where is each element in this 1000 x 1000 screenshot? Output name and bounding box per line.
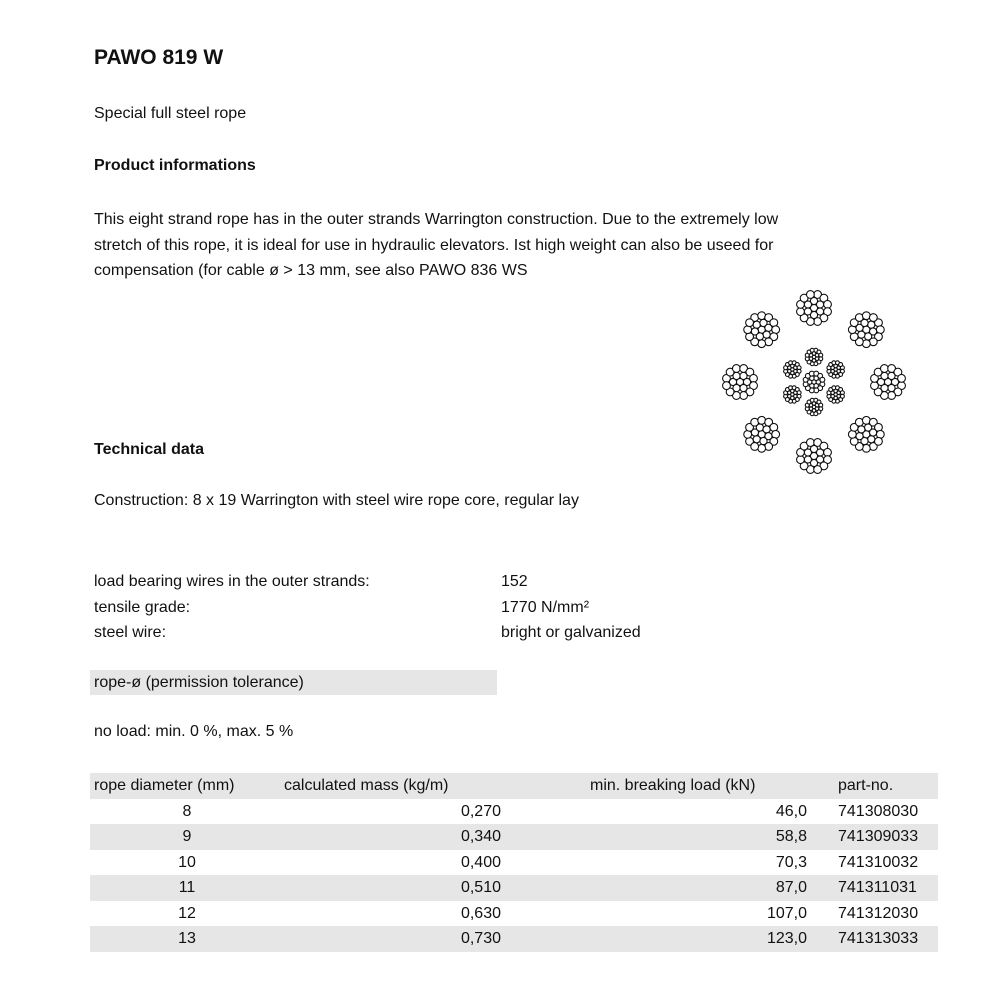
wire-circle [840, 394, 844, 398]
wire-circle [814, 412, 818, 416]
wire-circle [753, 321, 760, 328]
paragraph-line: This eight strand rope has in the outer strands Warrington construction. Due to the extremely low [94, 211, 779, 228]
table-cell: 0,270 [460, 802, 501, 820]
table-cell: 0,340 [284, 824, 587, 850]
wire-circle [869, 314, 877, 322]
properties-list [94, 569, 714, 646]
table-cell: 12 [178, 904, 196, 922]
wire-circle [746, 319, 754, 327]
property-row [94, 620, 714, 646]
wire-circle [806, 291, 814, 299]
table-cell: 8 [182, 802, 192, 820]
table-cell: 13 [90, 926, 284, 952]
property-label: load bearing wires in the outer strands: [94, 573, 370, 590]
wire-circle [806, 439, 814, 447]
table-row [90, 875, 938, 901]
wire-circle [871, 382, 879, 390]
property-row [94, 595, 714, 621]
wire-circle [858, 426, 865, 433]
wire-circle [814, 318, 822, 326]
rope-cross-section-illustration [714, 285, 914, 480]
wire-circle [839, 363, 843, 367]
property-value: 152 [501, 573, 528, 590]
specification-table [90, 773, 938, 952]
table-row [90, 850, 938, 876]
construction-text: Construction: 8 x 19 Warrington with steel wire rope core, regular lay [94, 492, 579, 509]
table-cell: 741310032 [838, 853, 919, 871]
tolerance-label: rope-ø (permission tolerance) [90, 670, 497, 695]
product-info-paragraph [94, 207, 924, 284]
table-header-row [90, 773, 938, 799]
table-cell: 70,3 [775, 853, 807, 871]
wire-circle [753, 436, 760, 443]
property-label: tensile grade: [94, 598, 191, 616]
wire-circle [858, 331, 865, 338]
wire-circle [810, 348, 814, 352]
property-row [94, 569, 714, 595]
table-row [90, 901, 938, 927]
table-cell: 0,400 [460, 853, 501, 871]
table-cell: 741309033 [838, 824, 938, 850]
wire-circle [785, 398, 789, 402]
paragraph-line: compensation (for cable ø > 13 mm, see also PAWO 836 WS [94, 262, 528, 279]
table-row [90, 824, 938, 850]
table-cell: 0,730 [284, 926, 587, 952]
wire-circle [784, 366, 788, 370]
product-title: PAWO 819 W [94, 46, 224, 69]
column-header: rope diameter (mm) [90, 773, 284, 799]
technical-data-heading: Technical data [94, 441, 204, 458]
no-load-text: no load: min. 0 %, max. 5 % [94, 723, 294, 740]
wire-circle [820, 377, 825, 382]
table-row [90, 799, 938, 825]
property-value: bright or galvanized [501, 624, 641, 641]
table-cell: 9 [90, 824, 284, 850]
table-cell: 87,0 [587, 875, 838, 901]
wire-circle [732, 365, 740, 373]
wire-circle [898, 374, 906, 382]
table-cell: 10 [178, 853, 196, 871]
table-cell: 107,0 [766, 904, 807, 922]
wire-circle [797, 456, 805, 464]
wire-circle [880, 365, 888, 373]
wire-circle [875, 437, 883, 445]
table-cell: 0,630 [460, 904, 501, 922]
wire-circle [723, 382, 731, 390]
wire-circle [751, 443, 759, 451]
wire-circle [824, 300, 832, 308]
table-row [90, 926, 938, 952]
table-cell: 123,0 [587, 926, 838, 952]
column-header: part-no. [838, 773, 938, 799]
wire-circle [814, 466, 822, 474]
wire-circle [797, 308, 805, 316]
table-cell: 11 [90, 875, 284, 901]
property-value: 1770 N/mm² [501, 598, 590, 616]
column-header: calculated mass (kg/m) [284, 773, 587, 799]
wire-circle [868, 436, 875, 443]
table-cell: 741308030 [838, 802, 919, 820]
table-cell: 741313033 [838, 926, 938, 952]
property-label: steel wire: [94, 624, 167, 641]
wire-circle [750, 374, 758, 382]
product-info-heading: Product informations [94, 157, 256, 174]
table-cell: 58,8 [587, 824, 838, 850]
paragraph-line: stretch of this rope, it is ideal for use in hydraulic elevators. Ist high weight can also be useed for [94, 236, 774, 254]
table-cell: 0,510 [284, 875, 587, 901]
wire-circle [824, 448, 832, 456]
wire-circle [763, 331, 770, 338]
wire-circle [888, 392, 896, 400]
table-cell: 46,0 [775, 802, 807, 820]
table-cell: 741312030 [838, 904, 919, 922]
wire-circle [868, 321, 875, 328]
table-cell: 741311031 [838, 875, 938, 901]
product-subtitle: Special full steel rope [94, 105, 247, 122]
wire-circle [740, 392, 748, 400]
column-header: min. breaking load (kN) [587, 773, 838, 799]
wire-circle [763, 426, 770, 433]
